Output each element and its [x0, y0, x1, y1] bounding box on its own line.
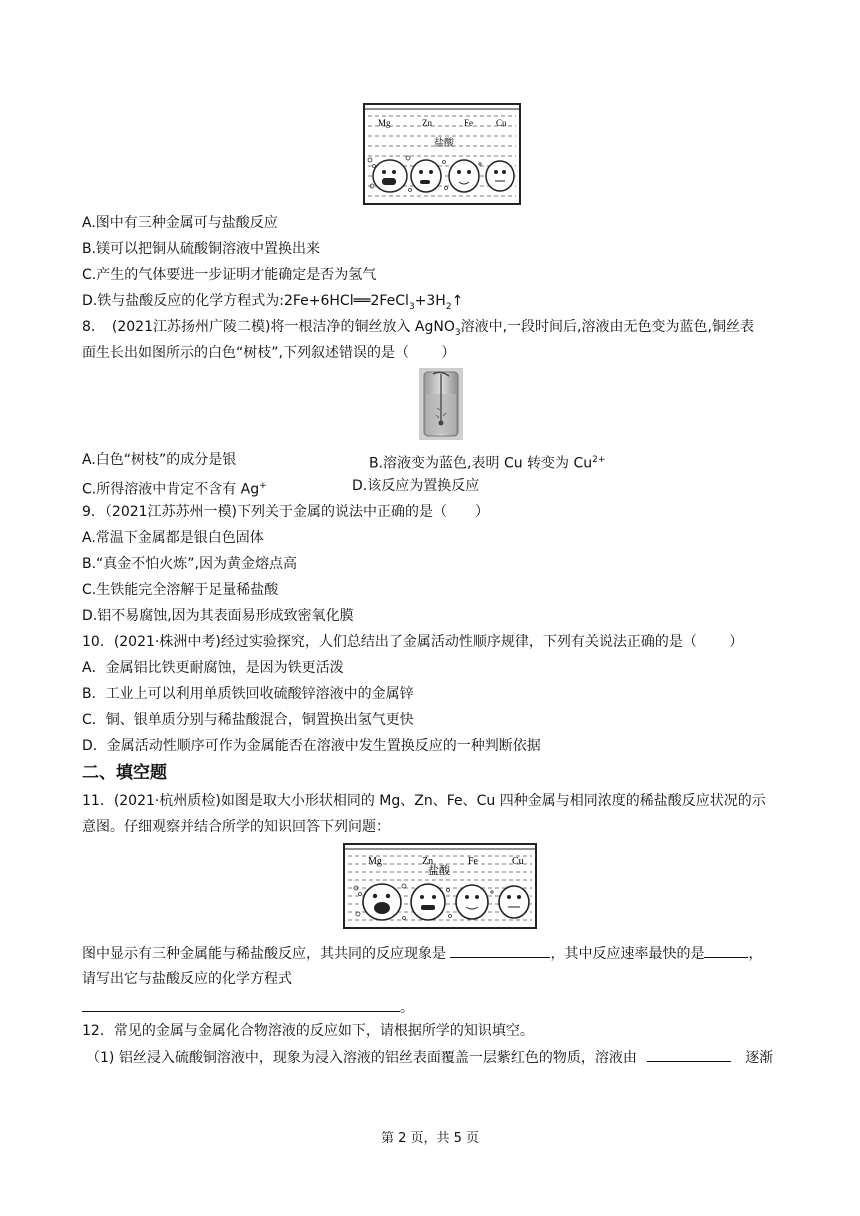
- q10-option-a: A．金属铝比铁更耐腐蚀，是因为铁更活泼: [82, 660, 344, 676]
- metals-acid-beaker-figure-q11: [342, 842, 538, 932]
- q10-stem: 10．(2021·株洲中考)经过实验探究，人们总结出了金属活动性顺序规律，下列有关说法正确的是（ ）: [82, 634, 744, 650]
- metal-label: Mg: [378, 118, 391, 128]
- q10-option-b: B．工业上可以利用单质铁回收硫酸锌溶液中的金属锌: [82, 686, 414, 702]
- q8-stem-line2: 面生长出如图所示的白色“树枝”,下列叙述错误的是（ ）: [82, 345, 456, 361]
- section-heading-fill-in: 二、填空题: [82, 763, 167, 783]
- answer-blank-color[interactable]: [647, 1047, 731, 1062]
- q12-stem: 12．常见的金属与金属化合物溶液的反应如下，请根据所学的知识填空。: [82, 1023, 534, 1039]
- q7-option-b: B.镁可以把铜从硫酸铜溶液中置换出来: [82, 241, 321, 257]
- answer-blank-fastest-metal[interactable]: [704, 943, 748, 958]
- q7-option-a: A.图中有三种金属可与盐酸反应: [82, 215, 278, 231]
- metal-label: Cu: [512, 856, 524, 867]
- q7-option-c: C.产生的气体要进一步证明才能确定是否为氢气: [82, 267, 377, 283]
- q11-stem-line2: 意图。仔细观察并结合所学的知识回答下列问题：: [82, 819, 390, 835]
- q8-option-d: D.该反应为置换反应: [352, 478, 480, 494]
- page-footer: 第 2 页，共 5 页: [380, 1131, 480, 1146]
- q8-option-b: B.溶液变为蓝色,表明 Cu 转变为 $Cu^{2+}$: [369, 455, 606, 472]
- q8-stem-line1: 8． (2021江苏扬州广陵二模)将一根洁净的铜丝放入 AgNO$_3$溶液中,一段时间后,溶液由无色变为蓝色,铜丝表: [82, 319, 754, 338]
- metals-acid-beaker-figure-top: [362, 100, 522, 208]
- q11-question-line3: 图中显示有三种金属能与稀盐酸反应，其共同的反应现象是 ，其中反应速率最快的是 ，: [82, 943, 762, 964]
- metal-label: Fe: [464, 118, 473, 128]
- metal-label: Zn: [422, 118, 432, 128]
- q9-stem: 9．（2021江苏苏州一模)下列关于金属的说法中正确的是（ ）: [82, 504, 489, 520]
- acid-label: 盐酸: [434, 138, 454, 149]
- copper-wire-beaker-photo: [419, 368, 463, 440]
- acid-label: 盐酸: [428, 864, 450, 877]
- metal-label: Fe: [468, 856, 478, 867]
- q9-option-a: A.常温下金属都是银白色固体: [82, 530, 264, 546]
- q9-option-d: D.铝不易腐蚀,因为其表面易形成致密氧化膜: [82, 608, 354, 624]
- q11-question-line4: 请写出它与盐酸反应的化学方程式: [82, 971, 292, 987]
- q9-option-b: B.“真金不怕火炼”,因为黄金熔点高: [82, 556, 298, 572]
- q8-option-a: A.白色“树枝”的成分是银: [82, 452, 237, 468]
- answer-blank-phenomenon[interactable]: [450, 943, 550, 958]
- q8-option-c: C.所得溶液中肯定不含有 Ag+: [82, 481, 267, 498]
- metal-label: Zn: [422, 856, 434, 867]
- q12-part1: （1) 铝丝浸入硫酸铜溶液中，现象为浸入溶液的铝丝表面覆盖一层紫红色的物质，溶液由 逐渐: [86, 1047, 773, 1068]
- q10-option-d: D．金属活动性顺序可作为金属能否在溶液中发生置换反应的一种判断依据: [82, 738, 541, 754]
- q10-option-c: C．铜、银单质分别与稀盐酸混合，铜置换出氢气更快: [82, 712, 414, 728]
- q9-option-c: C.生铁能完全溶解于足量稀盐酸: [82, 582, 279, 598]
- metal-label: Mg: [368, 856, 382, 867]
- answer-blank-equation[interactable]: [82, 997, 400, 1012]
- q11-equation-line: 。: [82, 997, 414, 1018]
- q11-stem-line1: 11．(2021·杭州质检)如图是取大小形状相同的 Mg、Zn、Fe、Cu 四种金属与相同浓度的稀盐酸反应状况的示: [82, 793, 766, 809]
- metal-label: Cu: [496, 118, 507, 128]
- q7-option-d: D.铁与盐酸反应的化学方程式为$:2Fe+6HCl══2FeCl_3+3H_2↑$: [82, 293, 464, 312]
